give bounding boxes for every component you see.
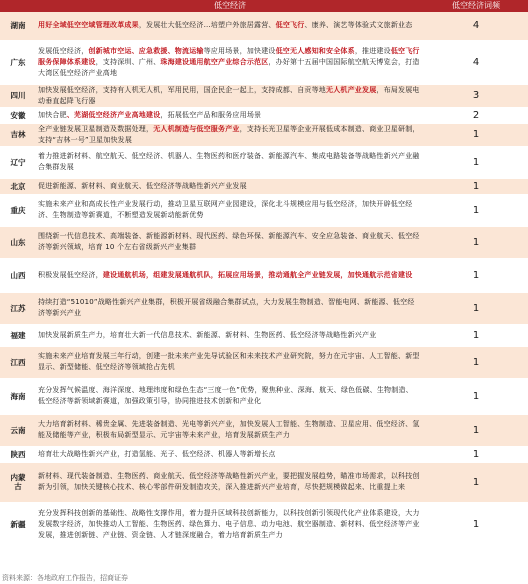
province-cell — [0, 226, 36, 258]
header-province — [0, 0, 36, 12]
text-segment: 大力培育新材料、稀贵金属、先进装备制造、光电等新兴产业，加快发展人工智能、生物制造、卫星应用、低空经济、氢能及储能等产业，积极布局新型显示、元宇宙等未来产业，培育发展新质生产力 — [38, 420, 420, 439]
province-name: 广东 — [10, 57, 26, 67]
text-segment: 加快合肥 — [38, 110, 67, 119]
text-segment: ，发展壮大低空经济…培塑户外旅居露营、 — [138, 21, 276, 30]
table-row — [0, 107, 528, 123]
header-content: 低空经济 — [36, 0, 424, 12]
province-cell — [0, 378, 36, 414]
province-cell — [0, 324, 36, 346]
policy-text-cell — [36, 502, 424, 546]
province-name: 云南 — [10, 425, 26, 435]
province-name: 北京 — [10, 181, 26, 191]
source-note: 资料来源：各地政府工作报告，招商证券 — [2, 574, 128, 582]
text-segment: 全产业链发展卫星制造及数据处理， — [38, 124, 154, 133]
text-segment: ，支持深圳、广州、 — [95, 57, 161, 66]
policy-text — [38, 471, 420, 493]
province-name: 内蒙古 — [10, 473, 26, 491]
province-name: 海南 — [10, 391, 26, 401]
word-frequency-count: 1 — [424, 226, 528, 258]
province-cell — [0, 146, 36, 178]
province-cell — [0, 107, 36, 123]
province-name: 湖南 — [10, 21, 26, 31]
province-name: 山西 — [10, 270, 26, 280]
policy-text — [38, 351, 420, 373]
highlighted-phrase: 用好全域低空空域管理改革成果 — [38, 21, 139, 30]
policy-text — [38, 297, 420, 319]
word-frequency-count: 1 — [424, 123, 528, 146]
province-cell — [0, 292, 36, 324]
text-segment: 围绕新一代信息技术、高端装备、新能源新材料、现代医药、绿色环保、新能源汽车、安全应急装备、商业航天、低空经济等新兴领域，培育 10 个左右省级新兴产业集群 — [38, 232, 420, 251]
province-name: 辽宁 — [10, 157, 26, 167]
policy-text-cell — [36, 258, 424, 292]
highlighted-phrase: 低空飞行 — [275, 21, 305, 30]
table-row — [0, 446, 528, 462]
table-row — [0, 324, 528, 346]
highlighted-phrase: 建设通航机场，组建发展通航机队，拓展应用场景，推动通航全产业链发展，加快通航示范省建设 — [102, 270, 413, 279]
policy-text-cell — [36, 84, 424, 107]
highlighted-phrase: 低空飞行服务保障体系建设 — [38, 46, 420, 66]
province-name: 江苏 — [10, 303, 26, 313]
word-frequency-count: 3 — [424, 84, 528, 107]
word-frequency-count: 1 — [424, 146, 528, 178]
table-row — [0, 194, 528, 226]
policy-text-cell — [36, 123, 424, 146]
highlighted-phrase: 、芜湖低空经济产业高地建设 — [66, 110, 161, 119]
policy-text-cell — [36, 12, 424, 40]
province-cell — [0, 12, 36, 40]
text-segment: ，支持长光卫星等企业开展低成本制造、商业卫星研制，支持“吉林一号”卫星加快发展 — [38, 124, 420, 144]
word-frequency-count: 4 — [424, 12, 528, 40]
province-cell — [0, 502, 36, 546]
policy-text — [38, 449, 420, 460]
policy-text — [38, 110, 420, 121]
table-row — [0, 226, 528, 258]
word-frequency-count: 1 — [424, 446, 528, 462]
policy-text — [38, 151, 420, 173]
text-segment: 加快发展低空经济，支持有人机无人机，军用民用，国企民企一起上，支持成都、自贡等地 — [38, 85, 326, 94]
word-frequency-count: 1 — [424, 292, 528, 324]
word-frequency-count: 1 — [424, 414, 528, 446]
table-row — [0, 346, 528, 378]
text-segment: 积极发展低空经济， — [38, 270, 103, 279]
province-cell — [0, 178, 36, 194]
text-segment: 充分发挥科技创新的基础性、战略性支撑作用，着力提升区域科技创新能力，以科技创新引领现代化产业体系建设，大力发展数字经济，加快推动人工智能、生物医药、绿色算力、电子信息、动力电池、航空器制造、新材料、低空经济等产业发展，推进创新链、产业链、资金链、人才链深度融合，着力培育新质生产力 — [38, 508, 420, 539]
table-row — [0, 414, 528, 446]
policy-text-cell — [36, 446, 424, 462]
province-cell — [0, 194, 36, 226]
policy-text — [38, 85, 420, 107]
text-segment: 实施未来产业和高成长性产业发展行动，推动卫星互联网产业园建设，深化北斗规模应用与低空经济，加快开辟低空经济、生物制造等新赛道，不断塑造发展新动能新优势 — [38, 200, 413, 219]
policy-text — [38, 508, 420, 541]
word-frequency-count: 1 — [424, 258, 528, 292]
text-segment: 着力推进新材料、航空航天、低空经济、机器人、生物医药和医疗装备、新能源汽车、集成电路装备等战略性新兴产业融合集群发展 — [38, 152, 420, 171]
policy-text — [38, 231, 420, 253]
table-row — [0, 12, 528, 40]
text-segment: ，布局发展电动垂直起降飞行器 — [38, 85, 420, 105]
province-cell — [0, 346, 36, 378]
word-frequency-count: 1 — [424, 462, 528, 502]
text-segment: 新材料、现代装备制造、生物医药、商业航天、低空经济等战略性新兴产业，要把握发展趋势，瞄准市场需求，以科技创新为引领，加快关键核心技术、核心零部件研发制造攻关，深入推进新兴产业培育，尽快把规模做起来、比重提上来 — [38, 472, 420, 491]
text-segment: 促进新能源、新材料、商业航天、低空经济等战略性新兴产业发展 — [38, 181, 247, 190]
highlighted-phrase: 珠海建设通用航空产业综合示范区 — [160, 57, 269, 66]
province-name: 四川 — [10, 91, 26, 100]
policy-text — [38, 124, 420, 146]
province-name: 新疆 — [10, 519, 26, 529]
policy-text — [38, 20, 420, 31]
table-row — [0, 502, 528, 546]
text-segment: ，拓展低空产品和服务应用场景 — [160, 110, 262, 119]
province-name: 安徽 — [10, 110, 26, 120]
province-cell — [0, 446, 36, 462]
text-segment: 充分发挥气候温度、海洋深度、地理纬度和绿色生态“三度一色”优势，聚焦种业、深海、航天、绿色低碳、生物制造、低空经济等新领域新赛道，加强政策引导，协同推进技术创新和产业化 — [38, 386, 413, 405]
table-row — [0, 462, 528, 502]
policy-text — [38, 385, 420, 407]
table-row — [0, 123, 528, 146]
province-name: 福建 — [10, 330, 26, 340]
policy-text — [38, 419, 420, 441]
table-row — [0, 146, 528, 178]
header-count: 低空经济词频 — [424, 0, 528, 12]
table-row — [0, 258, 528, 292]
table-row — [0, 84, 528, 107]
province-name: 吉林 — [10, 130, 26, 139]
word-frequency-count: 4 — [424, 40, 528, 84]
policy-text-cell — [36, 194, 424, 226]
word-frequency-count: 1 — [424, 378, 528, 414]
text-segment: 持续打造“51010”战略性新兴产业集群，积极开展省级融合集群试点，大力发展生物制造、智能电网、新能源、低空经济等新兴产业 — [38, 298, 415, 317]
highlighted-phrase: 低空无人感知和安全体系 — [275, 46, 355, 55]
policy-text — [38, 46, 420, 79]
province-name: 江西 — [10, 357, 26, 367]
policy-text — [38, 330, 420, 341]
highlighted-phrase: 无人机产业发展 — [326, 85, 377, 94]
policy-text-cell — [36, 324, 424, 346]
province-cell — [0, 462, 36, 502]
text-segment: 实施未来产业培育发展三年行动，创建一批未来产业先导试验区和未来技术产业研究院，努力在元宇宙、人工智能、新型显示、新型储能、低空经济等领域抢占先机 — [38, 352, 420, 371]
policy-text-cell — [36, 378, 424, 414]
province-name: 陕西 — [10, 449, 26, 459]
policy-text — [38, 181, 420, 192]
text-segment: ，推进建设 — [354, 46, 391, 55]
word-frequency-count: 2 — [424, 107, 528, 123]
text-segment: 培育壮大战略性新兴产业，打造氢能、光子、低空经济、机器人等新增长点 — [38, 449, 276, 458]
province-cell — [0, 258, 36, 292]
policy-text-cell — [36, 226, 424, 258]
table-row — [0, 178, 528, 194]
policy-text-cell — [36, 292, 424, 324]
word-frequency-count: 1 — [424, 178, 528, 194]
text-segment: 加快发展新质生产力，培育壮大新一代信息技术、新能源、新材料、生物医药、低空经济等战略性新兴产业 — [38, 330, 377, 339]
policy-text-cell — [36, 107, 424, 123]
province-cell — [0, 84, 36, 107]
word-frequency-count: 1 — [424, 194, 528, 226]
word-frequency-count: 1 — [424, 324, 528, 346]
word-frequency-count: 1 — [424, 502, 528, 546]
table-row — [0, 40, 528, 84]
province-cell — [0, 414, 36, 446]
highlighted-phrase: 创新城市空运、应急救援、物流运输 — [88, 46, 204, 55]
province-cell — [0, 123, 36, 146]
policy-text — [38, 270, 420, 281]
province-cell — [0, 40, 36, 84]
text-segment: 发展低空经济， — [38, 46, 89, 55]
policy-text-cell — [36, 346, 424, 378]
policy-text-cell — [36, 178, 424, 194]
text-segment: ，办好第十五届中国国际航空航天博览会，打造大湾区低空经济产业高地 — [38, 57, 420, 77]
policy-text — [38, 199, 420, 221]
word-frequency-count: 1 — [424, 346, 528, 378]
policy-text-cell — [36, 462, 424, 502]
province-name: 重庆 — [10, 205, 26, 215]
text-segment: 等应用场景，加快建设 — [203, 46, 276, 55]
text-segment: 、康养、演艺等体验式文旅新业态 — [304, 21, 413, 30]
policy-text-cell — [36, 40, 424, 84]
table-row — [0, 292, 528, 324]
policy-text-cell — [36, 414, 424, 446]
highlighted-phrase: 无人机制造与低空服务产业 — [153, 124, 240, 133]
table-row — [0, 378, 528, 414]
province-name: 山东 — [10, 237, 26, 247]
policy-text-cell — [36, 146, 424, 178]
table-header — [0, 0, 528, 12]
